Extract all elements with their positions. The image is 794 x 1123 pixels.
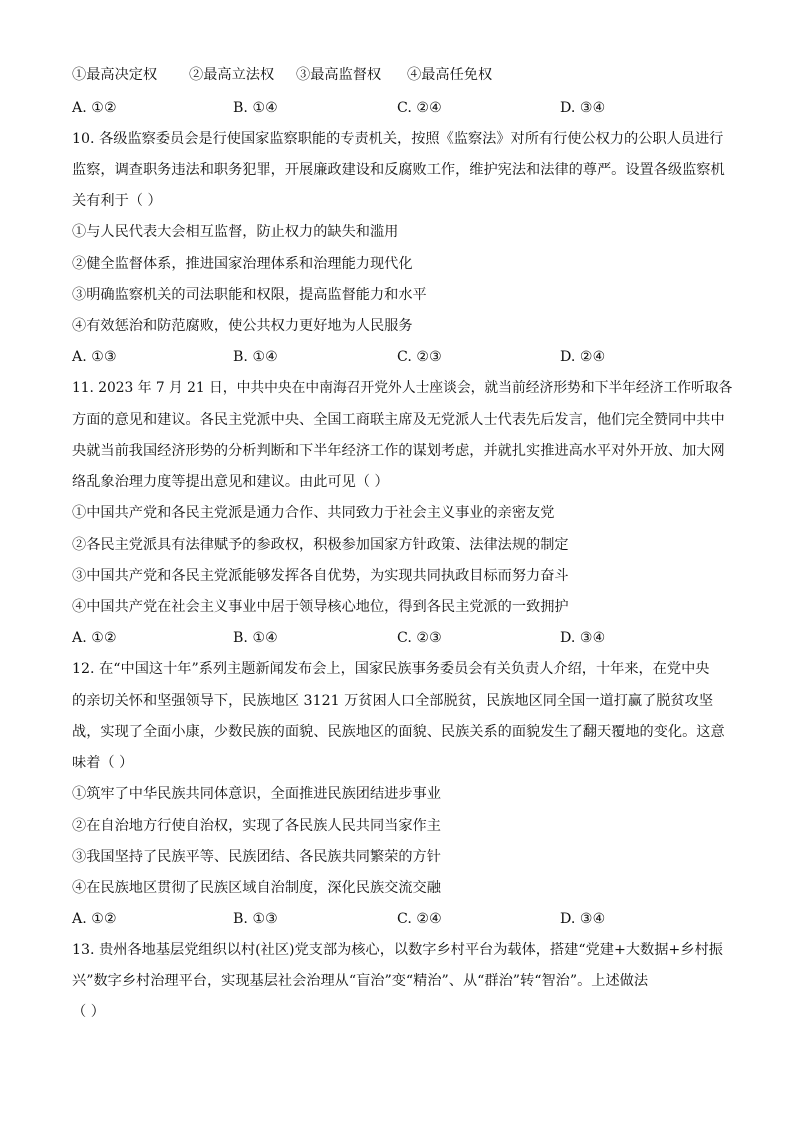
q11-option-d: D. ③④ bbox=[560, 630, 606, 646]
q10-item-2: ②健全监督体系，推进国家治理体系和治理能力现代化 bbox=[72, 256, 413, 272]
q9-choice-1: ①最高决定权 bbox=[72, 67, 158, 83]
q10-item-1: ①与人民代表大会相互监督，防止权力的缺失和滥用 bbox=[72, 224, 399, 240]
q9-option-c: C. ②④ bbox=[397, 100, 442, 116]
q10-option-a: A. ①③ bbox=[72, 349, 117, 365]
q9-option-a: A. ①② bbox=[72, 100, 117, 116]
q10-item-3: ③明确监察机关的司法职能和权限，提高监督能力和水平 bbox=[72, 287, 427, 303]
q11-item-3: ③中国共产党和各民主党派能够发挥各自优势，为实现共同执政目标而努力奋斗 bbox=[72, 568, 569, 584]
q12-stem-line-4: 味着（ ） bbox=[72, 755, 134, 771]
q9-choice-4: ④最高任免权 bbox=[407, 67, 493, 83]
q9-options bbox=[72, 97, 732, 119]
q9-choice-3: ③最高监督权 bbox=[296, 67, 382, 83]
q10-options bbox=[72, 346, 732, 368]
q12-option-d: D. ③④ bbox=[560, 911, 606, 927]
q10-option-d: D. ②④ bbox=[560, 349, 606, 365]
q12-stem-line-1: 12. 在“中国这十年”系列主题新闻发布会上，国家民族事务委员会有关负责人介绍，十年来，在党中央 bbox=[72, 661, 710, 677]
q10-item-4: ④有效惩治和防范腐败，使公共权力更好地为人民服务 bbox=[72, 318, 413, 334]
q11-options bbox=[72, 627, 732, 649]
q11-item-1: ①中国共产党和各民主党派是通力合作、共同致力于社会主义事业的亲密友党 bbox=[72, 505, 555, 521]
q9-choice-2: ②最高立法权 bbox=[189, 67, 275, 83]
q11-option-a: A. ①② bbox=[72, 630, 117, 646]
q12-item-3: ③我国坚持了民族平等、民族团结、各民族共同繁荣的方针 bbox=[72, 849, 441, 865]
q11-stem-line-4: 络乱象治理力度等提出意见和建议。由此可见（ ） bbox=[72, 474, 389, 490]
q10-stem-line-2: 监察，调查职务违法和职务犯罪，开展廉政建设和反腐败工作，维护宪法和法律的尊严。设置各级监察机 bbox=[72, 162, 725, 178]
q9-option-d: D. ③④ bbox=[560, 100, 606, 116]
q12-item-2: ②在自治地方行使自治权，实现了各民族人民共同当家作主 bbox=[72, 818, 441, 834]
q12-item-4: ④在民族地区贯彻了民族区域自治制度，深化民族交流交融 bbox=[72, 880, 441, 896]
q10-option-b: B. ①④ bbox=[233, 349, 278, 365]
q11-stem-line-2: 方面的意见和建议。各民主党派中央、全国工商联主席及无党派人士代表先后发言，他们完全赞同中共中 bbox=[72, 412, 725, 428]
q12-option-a: A. ①② bbox=[72, 911, 117, 927]
q9-choice-row bbox=[72, 64, 732, 86]
q12-option-c: C. ②④ bbox=[397, 911, 442, 927]
q12-stem-line-2: 的亲切关怀和坚强领导下，民族地区 3121 万贫困人口全部脱贫，民族地区同全国一道打赢了脱贫攻坚 bbox=[72, 693, 714, 709]
q12-options bbox=[72, 908, 732, 930]
q11-option-b: B. ①④ bbox=[233, 630, 278, 646]
q12-item-1: ①筑牢了中华民族共同体意识，全面推进民族团结进步事业 bbox=[72, 786, 441, 802]
q13-stem-line-3: （ ） bbox=[72, 1004, 105, 1020]
q11-item-4: ④中国共产党在社会主义事业中居于领导核心地位，得到各民主党派的一致拥护 bbox=[72, 599, 569, 615]
q11-item-2: ②各民主党派具有法律赋予的参政权，积极参加国家方针政策、法律法规的制定 bbox=[72, 537, 569, 553]
q12-option-b: B. ①③ bbox=[233, 911, 278, 927]
q11-stem-line-1: 11. 2023 年 7 月 21 日，中共中央在中南海召开党外人士座谈会，就当前经济形势和下半年经济工作听取各 bbox=[72, 380, 733, 396]
q10-stem-line-1: 10. 各级监察委员会是行使国家监察职能的专责机关，按照《监察法》对所有行使公权力的公职人员进行 bbox=[72, 131, 724, 147]
q11-option-c: C. ②③ bbox=[397, 630, 442, 646]
q13-stem-line-2: 兴”数字乡村治理平台，实现基层社会治理从“盲治”变“精治”、从“群治”转“智治”。上述做法 bbox=[72, 973, 649, 989]
q10-option-c: C. ②③ bbox=[397, 349, 442, 365]
q13-stem-line-1: 13. 贵州各地基层党组织以村(社区)党支部为核心，以数字乡村平台为载体，搭建“党建+大数据+乡村振 bbox=[72, 942, 723, 958]
q9-option-b: B. ①④ bbox=[233, 100, 278, 116]
q12-stem-line-3: 战，实现了全面小康，少数民族的面貌、民族地区的面貌、民族关系的面貌发生了翻天覆地的变化。这意 bbox=[72, 724, 725, 740]
q11-stem-line-3: 央就当前我国经济形势的分析判断和下半年经济工作的谋划考虑，并就扎实推进高水平对外开放、加大网 bbox=[72, 443, 725, 459]
q10-stem-line-3: 关有利于（ ） bbox=[72, 193, 162, 209]
